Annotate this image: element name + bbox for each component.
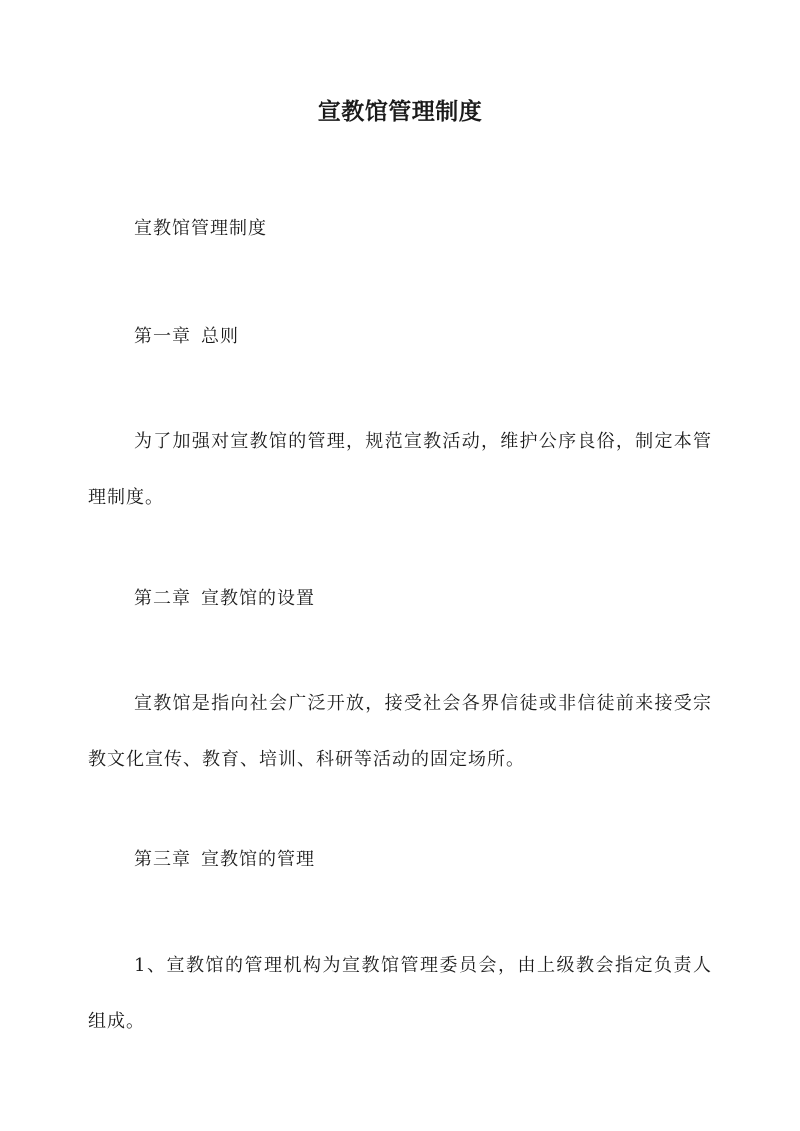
chapter-1-heading (134, 322, 239, 352)
chapter-2-heading (134, 584, 315, 614)
chapter-3-item-1: 1、宣教馆的管理机构为宣教馆管理委员会，由上级教会指定负责人组成。 (88, 955, 712, 1032)
document-title: 宣教馆管理制度 (317, 98, 483, 125)
chapter-1-text: 为了加强对宣教馆的管理，规范宣教活动，维护公序良俗，制定本管理制度。 (88, 431, 712, 508)
chapter-3-heading (134, 845, 315, 875)
document-subtitle: 宣教馆管理制度 (134, 218, 267, 239)
chapter-2-name: 宣教馆的设置 (201, 588, 315, 609)
chapter-3-name: 宣教馆的管理 (201, 849, 315, 870)
chapter-2-text: 宣教馆是指向社会广泛开放，接受社会各界信徒或非信徒前来接受宗教文化宣传、教育、培训、科研等活动的固定场所。 (88, 693, 712, 770)
chapter-1-name: 总则 (201, 326, 239, 347)
chapter-1-number: 第一章 (134, 326, 191, 347)
chapter-3-number: 第三章 (134, 849, 191, 870)
chapter-2-number: 第二章 (134, 588, 191, 609)
